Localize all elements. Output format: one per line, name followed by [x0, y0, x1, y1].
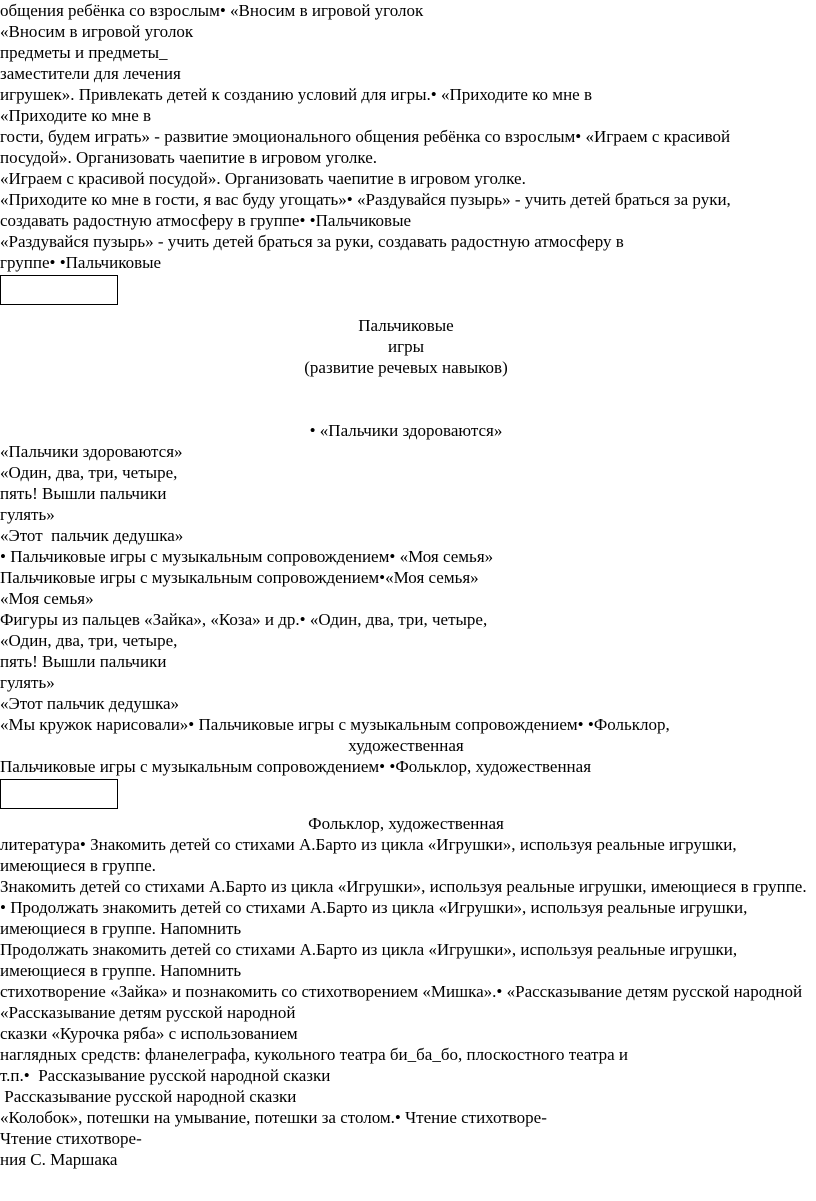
paragraph: Знакомить детей со стихами А.Барто из цикла «Игрушки», используя реальные игрушки, имеющиеся в группе. [0, 877, 807, 896]
section-heading: Пальчиковые [358, 316, 454, 335]
paragraph: литература• Знакомить детей со стихами А.Барто из цикла «Игрушки», используя реальные игрушки, имеющиеся в группе. [0, 835, 737, 875]
centered-text-line: художественная [348, 736, 464, 755]
text-line: пять! Вышли пальчики [0, 484, 167, 503]
text-line: «Рассказывание детям русской народной [0, 1003, 296, 1022]
text-line: Чтение стихотворе- [0, 1129, 142, 1148]
text-line: «Этот пальчик дедушка» [0, 526, 184, 545]
text-line: «Раздувайся пузырь» - учить детей браться за руки, создавать радостную атмосферу в [0, 232, 624, 251]
text-line: «Мы кружок нарисовали»• Пальчиковые игры с музыкальным сопровождением• •Фольклор, [0, 715, 670, 734]
text-line: гости, будем играть» - развитие эмоционального общения ребёнка со взрослым• «Играем с красивой [0, 127, 731, 146]
text-line: наглядных средств: фланелеграфа, кукольного театра би_ба_бо, плоскостного театра и [0, 1045, 629, 1064]
text-line: • Пальчиковые игры с музыкальным сопровождением• «Моя семья» [0, 547, 494, 566]
text-line: заместители для лечения [0, 64, 181, 83]
text-line: Пальчиковые игры с музыкальным сопровождением•«Моя семья» [0, 568, 479, 587]
text-line: гулять» [0, 673, 55, 692]
text-line: «Пальчики здороваются» [0, 442, 183, 461]
paragraph: Продолжать знакомить детей со стихами А.Барто из цикла «Игрушки», используя реальные игрушки, имеющиеся в группе. Напомнить [0, 940, 738, 980]
section-heading: Фольклор, художественная [308, 814, 504, 833]
text-line: «Один, два, три, четыре, [0, 631, 178, 650]
text-line: предметы и предметы_ [0, 43, 168, 62]
text-line: общения ребёнка со взрослым• «Вносим в игровой уголок [0, 1, 424, 20]
text-line: Пальчиковые игры с музыкальным сопровождением• •Фольклор, художественная [0, 757, 592, 776]
text-line: Рассказывание русской народной сказки [0, 1087, 297, 1106]
text-line: «Колобок», потешки на умывание, потешки за столом.• Чтение стихотворе- [0, 1108, 547, 1127]
text-line: гулять» [0, 505, 55, 524]
text-line: посудой». Организовать чаепитие в игровом уголке. [0, 148, 378, 167]
text-line: создавать радостную атмосферу в группе• •Пальчиковые [0, 211, 412, 230]
text-line: пять! Вышли пальчики [0, 652, 167, 671]
text-line: группе• •Пальчиковые [0, 253, 162, 272]
empty-table-cell [0, 779, 118, 809]
section-heading: (развитие речевых навыков) [304, 358, 508, 377]
text-line: сказки «Курочка ряба» с использованием [0, 1024, 298, 1043]
text-line: «Один, два, три, четыре, [0, 463, 178, 482]
paragraph: • Продолжать знакомить детей со стихами А.Барто из цикла «Игрушки», используя реальные игрушки, имеющиеся в группе. Напомнить [0, 898, 748, 938]
text-line: Фигуры из пальцев «Зайка», «Коза» и др.• «Один, два, три, четыре, [0, 610, 488, 629]
text-line: ния С. Маршака [0, 1150, 118, 1169]
empty-table-cell [0, 275, 118, 305]
text-line: «Моя семья» [0, 589, 94, 608]
text-line: «Этот пальчик дедушка» [0, 694, 180, 713]
section-heading: игры [388, 337, 424, 356]
text-line: «Вносим в игровой уголок [0, 22, 194, 41]
text-line: «Приходите ко мне в [0, 106, 152, 125]
paragraph: стихотворение «Зайка» и познакомить со стихотворением «Мишка».• «Рассказывание детям русской народной [0, 982, 803, 1001]
text-line: игрушек». Привлекать детей к созданию условий для игры.• «Приходите ко мне в [0, 85, 592, 104]
text-line: «Приходите ко мне в гости, я вас буду угощать»• «Раздувайся пузырь» - учить детей браться за руки, [0, 190, 731, 209]
text-line: т.п.• Рассказывание русской народной сказки [0, 1066, 331, 1085]
bullet-heading: • «Пальчики здороваются» [309, 421, 503, 440]
text-line: «Играем с красивой посудой». Организовать чаепитие в игровом уголке. [0, 169, 526, 188]
